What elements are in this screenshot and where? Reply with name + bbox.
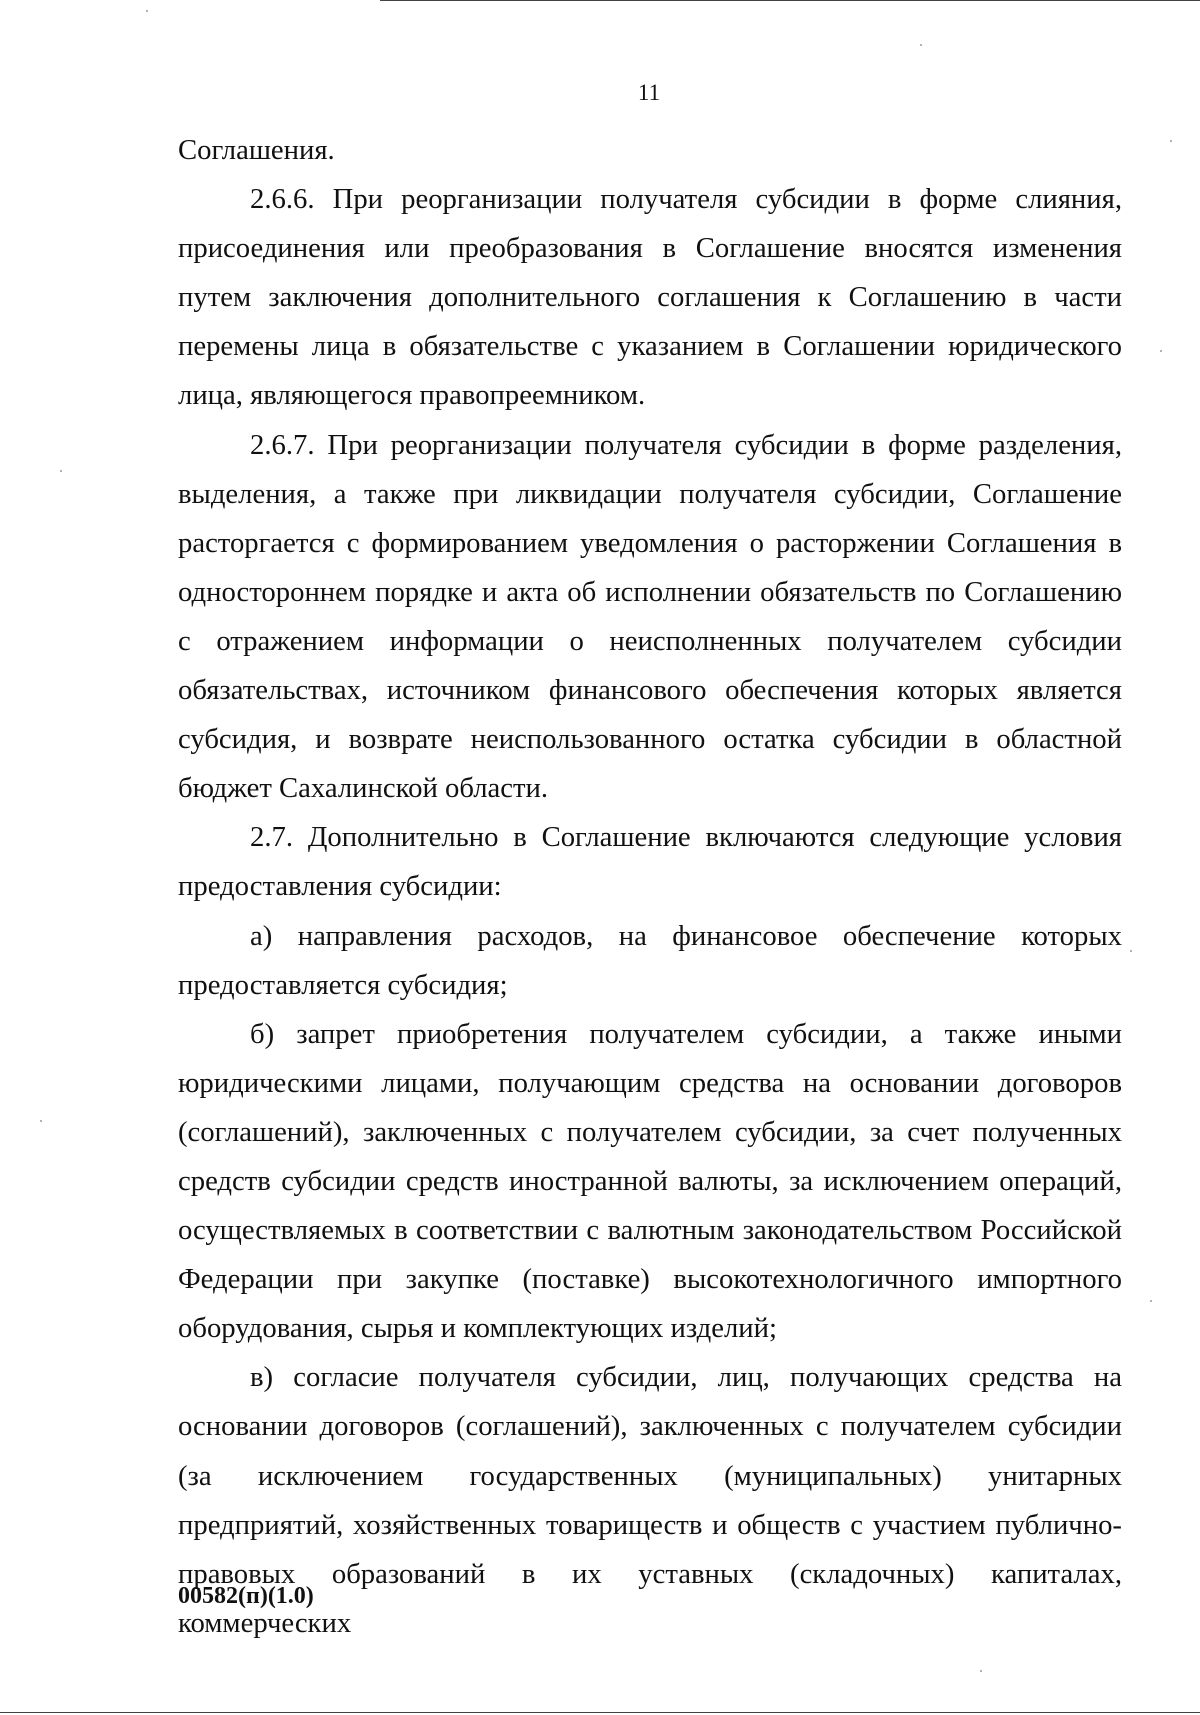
scan-speck [980,1670,982,1672]
scan-speck [920,44,922,46]
paragraph-2-6-7: 2.6.7. При реорганизации получателя субсидии в форме разделения, выделения, а также при ликвидации получателя субсидии, Соглашение расторгается с формированием уведомления о расторжении Соглашения в одностороннем порядке и акта об исполнении обязательств по Соглашению с отражением информации о неисполненных получателем субсидии обязательствах, источником финансового обеспечения которых является субсидия, и возврате неиспользованного остатка субсидии в областной бюджет Сахалинской области. [178,428,1122,805]
list-item-b: б) запрет приобретения получателем субсидии, а также иными юридическими лицами, получающим средства на основании договоров (соглашений), заключенных с получателем субсидии, за счет полученных средств субсидии средств иностранной валюты, за исключением операций, осуществляемых в соответствии с валютным законодательством Российской Федерации при закупке (поставке) высокотехнологичного импортного оборудования, сырья и комплектующих изделий; [178,1017,1122,1345]
list-item-v: в) согласие получателя субсидии, лиц, получающих средства на основании договоров (соглашений), заключенных с получателем субсидии (за исключением государственных (муниципальных) унитарных предприятий, хозяйственных товариществ и обществ с участием публично-правовых образований в их уставных (складочных) капиталах, коммерческих [178,1361,1122,1639]
paragraph-2-7: 2.7. Дополнительно в Соглашение включаются следующие условия предоставления субсидии: [178,821,1122,903]
scan-speck [1170,140,1172,142]
scan-speck [1160,350,1162,352]
list-item-a: а) направления расходов, на финансовое обеспечение которых предоставляется субсидия; [178,919,1122,1001]
scan-speck [1130,950,1132,952]
page-number: 11 [637,80,661,105]
scan-edge-bottom [0,1712,1200,1713]
paragraph-continuation: Соглашения. [178,134,335,166]
scan-speck [60,470,62,472]
scan-speck [1150,1300,1152,1302]
document-body [178,126,1122,1648]
scan-speck [146,10,148,12]
scan-edge-top [380,0,1200,1]
document-code: 00582(п)(1.0) [178,1583,314,1609]
paragraph-2-6-6: 2.6.6. При реорганизации получателя субсидии в форме слияния, присоединения или преобразования в Соглашение вносятся изменения путем заключения дополнительного соглашения к Соглашению в части перемены лица в обязательстве с указанием в Соглашении юридического лица, являющегося правопреемником. [178,183,1122,412]
scan-speck [40,1120,42,1122]
